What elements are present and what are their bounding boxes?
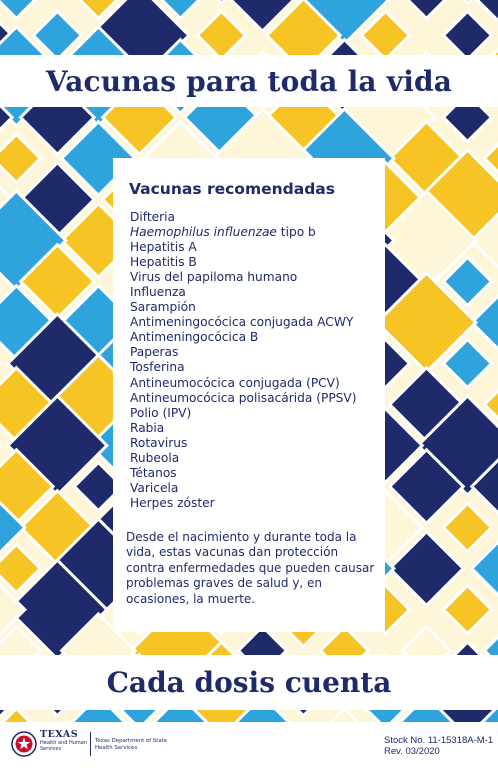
- stock-info: [384, 735, 493, 757]
- vaccine-item: Sarampión: [130, 300, 196, 315]
- hhs-logo-word: TEXAS: [40, 729, 79, 740]
- vaccine-item: Influenza: [130, 285, 186, 300]
- revision-date: Rev. 03/2020: [384, 746, 440, 757]
- texas-seal-icon: [11, 731, 37, 757]
- dshs-logo-text: Texas Department of State Health Services: [95, 738, 168, 751]
- vaccine-item: Virus del papiloma humano: [130, 270, 298, 285]
- vaccine-item: Haemophilus influenzae tipo b: [130, 225, 316, 240]
- title-banner: [0, 55, 498, 107]
- vaccine-item: Varicela: [130, 480, 179, 495]
- vaccine-item: Antimeningocócica conjugada ACWY: [130, 315, 354, 330]
- vaccine-item: Antineumocócica polisacárida (PPSV): [130, 390, 357, 405]
- poster-title: Vacunas para toda la vida: [45, 64, 453, 98]
- hhs-logo-subtext: Health and Human Services: [40, 740, 88, 752]
- vaccine-item: Difteria: [130, 210, 175, 224]
- vaccine-item: Hepatitis B: [130, 255, 197, 270]
- footer: [0, 722, 498, 768]
- vaccine-item: Tosferina: [130, 360, 185, 375]
- slogan-banner: [0, 655, 498, 710]
- vaccine-item: Hepatitis A: [130, 240, 197, 255]
- logo-divider: [90, 732, 91, 756]
- stock-number: Stock No. 11-15318A-M-1: [384, 735, 494, 746]
- vaccine-item: Antimeningocócica B: [130, 330, 259, 345]
- vaccine-item: Herpes zóster: [130, 495, 215, 510]
- vaccine-list: [130, 210, 357, 511]
- slogan-text: Cada dosis cuenta: [106, 666, 392, 699]
- vaccine-item: Polio (IPV): [130, 405, 192, 420]
- vaccine-item: Rubeola: [130, 450, 180, 465]
- vaccine-item: Rotavirus: [130, 435, 188, 450]
- vaccine-item: Rabia: [130, 420, 165, 435]
- vaccine-card: [113, 158, 385, 632]
- card-description: Desde el nacimiento y durante toda la vida, estas vacunas dan protección contra enfermedades que pueden causar problemas graves de salud y, en ocasiones, la muerte.: [126, 530, 375, 606]
- vaccine-item: Tétanos: [130, 465, 177, 480]
- vaccine-item: Antineumocócica conjugada (PCV): [130, 375, 340, 390]
- vaccine-item: Paperas: [130, 345, 179, 360]
- card-heading: Vacunas recomendadas: [129, 180, 335, 198]
